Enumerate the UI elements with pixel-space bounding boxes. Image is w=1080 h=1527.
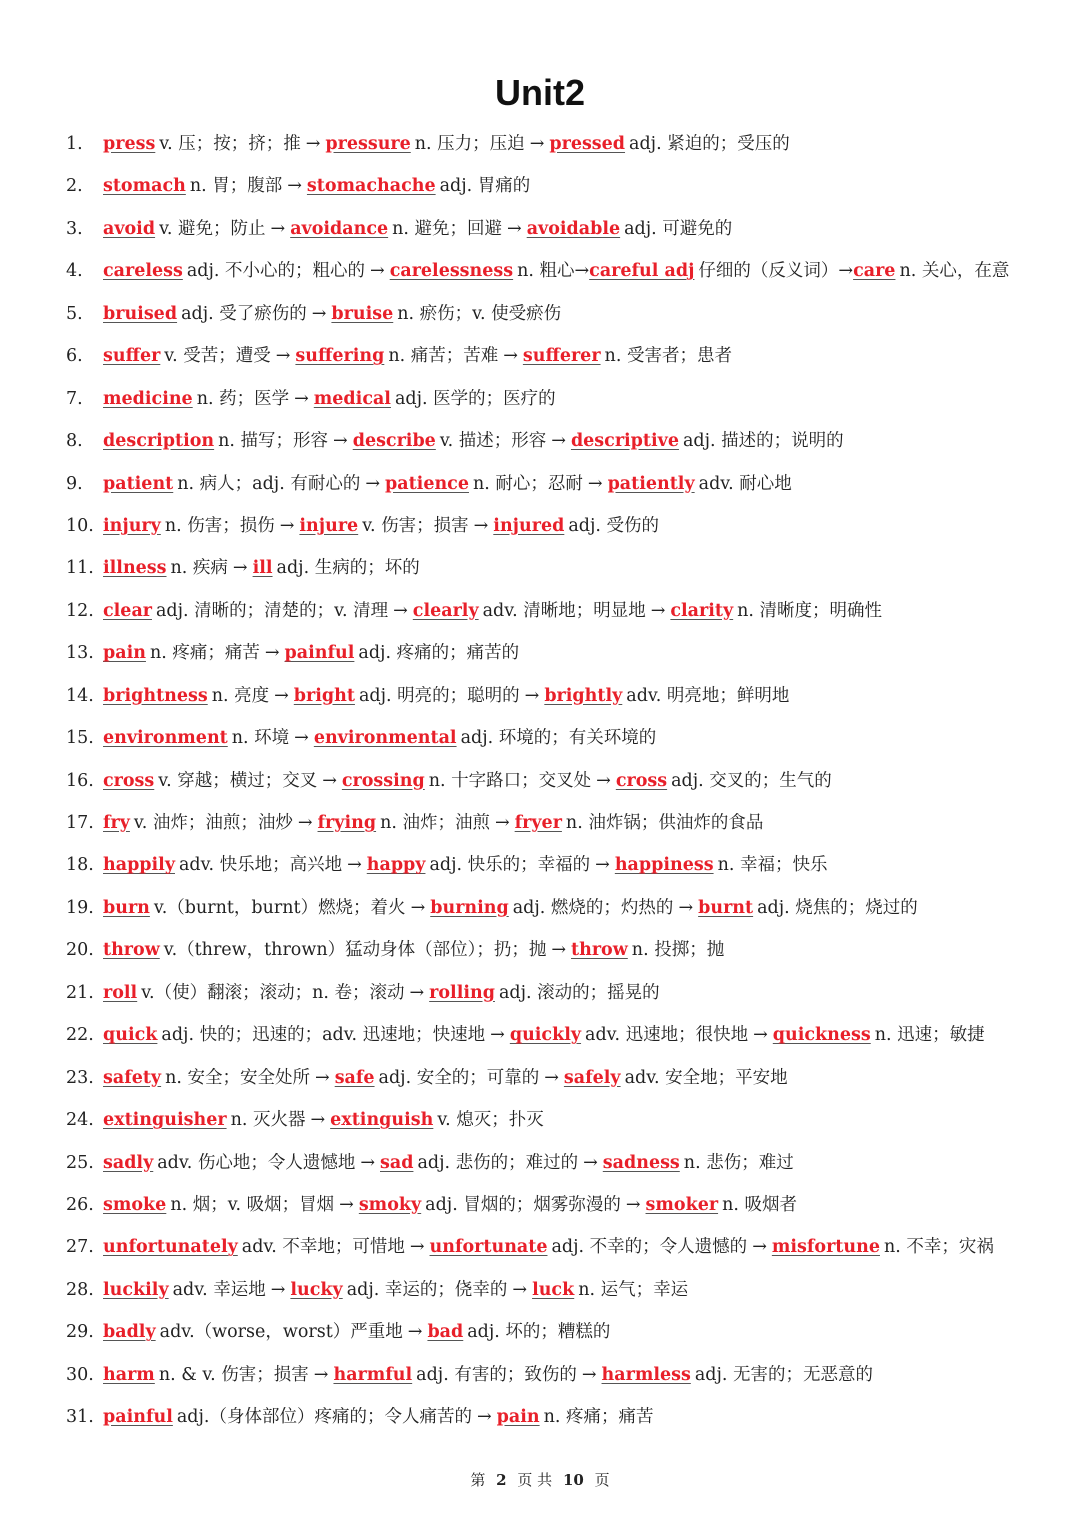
keyword: burnt — [698, 897, 754, 918]
arrow-icon: → — [339, 1194, 354, 1215]
keyword: pain — [103, 643, 146, 664]
definition: n. 投掷；抛 — [631, 940, 725, 961]
vocab-entry — [66, 677, 1056, 719]
definition: v. 熄灭；扑灭 — [437, 1110, 544, 1131]
entry-number: 7. — [66, 388, 83, 409]
keyword: injury — [103, 515, 161, 536]
entry-number: 29. — [66, 1322, 94, 1343]
keyword: luckily — [103, 1279, 169, 1300]
keyword: quickly — [509, 1025, 582, 1046]
definition: v. 伤害；损害 — [362, 515, 469, 536]
arrow-icon: → — [365, 473, 381, 494]
definition: n. 油炸锅；供油炸的食品 — [565, 813, 764, 833]
arrow-icon: → — [274, 685, 289, 706]
keyword: unfortunately — [103, 1237, 238, 1258]
definition: n. & v. 伤害；损害 — [158, 1364, 309, 1385]
keyword: smoker — [645, 1194, 719, 1215]
entry-number: 28. — [66, 1279, 94, 1300]
arrow-icon: → — [503, 346, 518, 367]
vocab-entry — [66, 380, 1056, 422]
keyword: carelessness — [389, 261, 514, 282]
definition: adv. 快乐地；高兴地 — [179, 855, 343, 876]
entry-number: 20. — [66, 940, 94, 961]
keyword: illness — [103, 558, 167, 579]
vocab-entry — [66, 1101, 1056, 1143]
keyword: clearly — [412, 600, 479, 621]
keyword: happy — [366, 855, 426, 876]
keyword: bruise — [331, 303, 394, 324]
definition: n. 伤害；损伤 — [164, 515, 275, 536]
arrow-icon: → — [581, 1364, 597, 1385]
keyword: bad — [427, 1322, 464, 1343]
keyword: injure — [299, 515, 359, 536]
arrow-icon: → — [294, 728, 309, 749]
vocab-entry — [66, 125, 1056, 167]
definition: adj. 医学的；医疗的 — [394, 388, 556, 409]
keyword: roll — [103, 982, 138, 1003]
entry-number: 10. — [66, 515, 94, 536]
definition: adv. 清晰地；明显地 — [482, 600, 646, 621]
definition: adj. 受伤的 — [568, 515, 660, 536]
definition: n. 幸福；快乐 — [717, 855, 828, 876]
arrow-icon: → — [287, 176, 302, 197]
arrow-icon: → — [529, 134, 545, 154]
keyword: injured — [493, 515, 565, 536]
vocabulary-list — [66, 125, 1056, 1441]
definition: n. 避免；回避 — [392, 218, 503, 239]
vocab-entry — [66, 1398, 1056, 1440]
page-footer — [0, 1469, 1080, 1490]
keyword: lucky — [290, 1279, 343, 1300]
definition: n. 疼痛；痛苦 — [543, 1407, 654, 1428]
keyword: avoidable — [526, 218, 621, 239]
vocab-entry — [66, 592, 1056, 634]
footer-mid: 页 共 — [517, 1471, 553, 1489]
vocab-entry — [66, 719, 1056, 761]
keyword: bruised — [103, 303, 178, 324]
arrow-icon: → — [360, 1152, 375, 1173]
definition: n. 亮度 — [211, 685, 270, 706]
vocab-entry — [66, 465, 1056, 507]
arrow-icon: → — [544, 1067, 559, 1088]
keyword: careful adj — [589, 261, 695, 282]
arrow-icon: → — [473, 515, 489, 536]
definition: n. 十字路口；交叉处 — [428, 770, 592, 791]
entry-number: 27. — [66, 1237, 94, 1258]
arrow-icon: → — [678, 897, 694, 918]
definition: n. 油炸；油煎 — [380, 813, 490, 833]
entry-number: 2. — [66, 176, 83, 197]
arrow-icon: → — [409, 1237, 425, 1258]
vocab-entry — [66, 1059, 1056, 1101]
vocab-entry — [66, 931, 1056, 973]
keyword: avoidance — [290, 218, 389, 239]
keyword: burning — [430, 897, 509, 918]
definition: adj. 描述的；说明的 — [682, 431, 844, 452]
definition: n. 描写；形容 — [218, 431, 329, 452]
arrow-icon: → — [583, 1152, 598, 1173]
vocab-entry — [66, 252, 1056, 294]
vocab-entry — [66, 167, 1056, 209]
vocab-entry — [66, 1228, 1056, 1270]
keyword: ill — [252, 558, 273, 579]
arrow-icon: → — [313, 1364, 329, 1385]
keyword: care — [853, 261, 896, 282]
definition: adj. 胃痛的 — [439, 176, 531, 197]
keyword: throw — [571, 940, 628, 961]
arrow-icon: → — [524, 685, 540, 706]
arrow-icon: → — [494, 813, 510, 833]
vocab-entry — [66, 1271, 1056, 1313]
arrow-icon: → — [370, 261, 385, 282]
entry-number: 5. — [66, 303, 83, 324]
keyword: patience — [385, 473, 469, 494]
definition: v. 油炸；油煎；油炒 — [133, 813, 293, 833]
arrow-icon: → — [587, 473, 603, 494]
definition: n. 运气；幸运 — [578, 1279, 689, 1300]
arrow-icon: → — [264, 643, 280, 664]
keyword: badly — [103, 1322, 156, 1343]
definition: v.（使）翻滚；滚动；n. 卷；滚动 — [141, 982, 405, 1003]
keyword: cross — [103, 770, 155, 791]
arrow-icon: → — [507, 218, 522, 239]
vocab-entry — [66, 1144, 1056, 1186]
definition: n. 安全；安全处所 — [165, 1067, 311, 1088]
keyword: luck — [532, 1279, 575, 1300]
arrow-icon: → — [333, 431, 348, 452]
keyword: careless — [103, 261, 183, 282]
keyword: harmful — [333, 1364, 413, 1385]
keyword: pain — [496, 1407, 540, 1428]
definition: adj. 清晰的；清楚的；v. 清理 — [156, 600, 389, 621]
definition: adj. 燃烧的；灼热的 — [512, 897, 674, 918]
definition: adv. 明亮地；鲜明地 — [626, 685, 790, 706]
entry-number: 14. — [66, 685, 94, 706]
keyword: extinguish — [330, 1110, 434, 1131]
keyword: medicine — [103, 388, 193, 409]
keyword: safety — [103, 1067, 162, 1088]
definition: adj. 受了瘀伤的 — [181, 303, 307, 324]
definition: adj. 生病的；坏的 — [276, 558, 420, 579]
keyword: crossing — [341, 770, 425, 791]
arrow-icon: → — [275, 346, 291, 367]
vocab-entry — [66, 1356, 1056, 1398]
arrow-icon: → — [752, 1237, 767, 1258]
definition: n. 药；医学 — [196, 388, 290, 409]
vocab-entry — [66, 422, 1056, 464]
keyword: brightly — [544, 685, 623, 706]
footer-page-number: 2 — [496, 1471, 507, 1489]
keyword: suffer — [103, 346, 161, 367]
keyword: environment — [103, 728, 228, 749]
definition: n. 清晰度；明确性 — [737, 600, 883, 621]
definition: n. 病人；adj. 有耐心的 — [177, 473, 361, 494]
vocab-entry — [66, 337, 1056, 379]
keyword: painful — [284, 643, 355, 664]
keyword: harm — [103, 1364, 155, 1385]
keyword: frying — [317, 813, 377, 833]
vocab-entry — [66, 1186, 1056, 1228]
arrow-icon: → — [407, 1322, 423, 1343]
vocab-entry — [66, 762, 1056, 804]
definition: adv. 幸运地 — [172, 1279, 266, 1300]
definition: adj. 明亮的；聪明的 — [358, 685, 520, 706]
keyword: misfortune — [771, 1237, 880, 1258]
definition: adj. 烧焦的；烧过的 — [757, 897, 918, 918]
keyword: safely — [563, 1067, 621, 1088]
definition: n. 疾病 — [170, 558, 228, 579]
definition: adv. 伤心地；令人遗憾地 — [157, 1152, 356, 1173]
definition: adj. 冒烟的；烟雾弥漫的 — [425, 1194, 621, 1215]
entry-number: 21. — [66, 982, 94, 1003]
vocab-entry — [66, 1016, 1056, 1058]
definition: n. 痛苦；苦难 — [388, 346, 499, 367]
page-title: Unit2 — [495, 72, 585, 113]
keyword: sad — [380, 1152, 414, 1173]
definition: v. 避免；防止 — [159, 218, 266, 239]
arrow-icon: → — [393, 600, 408, 621]
keyword: pressure — [325, 134, 411, 154]
vocab-entry — [66, 549, 1056, 591]
arrow-icon: → — [270, 218, 286, 239]
entry-number: 19. — [66, 897, 94, 918]
keyword: describe — [352, 431, 436, 452]
arrow-icon: → — [305, 134, 321, 154]
keyword: press — [103, 134, 156, 154]
entry-number: 4. — [66, 261, 83, 282]
definition: v. 描述；形容 — [439, 431, 547, 452]
keyword: bright — [293, 685, 355, 706]
arrow-icon: → — [753, 1025, 768, 1046]
definition: adj. 滚动的；摇晃的 — [498, 982, 660, 1003]
definition: adj. 坏的；糟糕的 — [467, 1322, 611, 1343]
definition: adv.（worse，worst）严重地 — [159, 1322, 403, 1343]
keyword: avoid — [103, 218, 156, 239]
definition: adv. 不幸地；可惜地 — [241, 1237, 405, 1258]
vocab-entry — [66, 804, 1056, 846]
arrow-icon: → — [476, 1407, 492, 1428]
entry-number: 31. — [66, 1407, 94, 1428]
arrow-icon: → — [315, 1067, 330, 1088]
keyword: environmental — [313, 728, 457, 749]
keyword: suffering — [295, 346, 385, 367]
definition: adj. 幸运的；侥幸的 — [346, 1279, 508, 1300]
entry-number: 1. — [66, 134, 83, 154]
entry-number: 9. — [66, 473, 83, 494]
entry-number: 22. — [66, 1025, 94, 1046]
keyword: clarity — [670, 600, 734, 621]
definition: adj. 无害的；无恶意的 — [694, 1364, 874, 1385]
keyword: extinguisher — [103, 1110, 227, 1131]
definition: adv. 耐心地 — [698, 473, 792, 494]
definition: adv. 迅速地；很快地 — [585, 1025, 749, 1046]
definition: v.（threw，thrown）猛动身体（部位）；扔；抛 — [163, 940, 547, 961]
keyword: painful — [103, 1407, 173, 1428]
keyword: sadly — [103, 1152, 154, 1173]
keyword: happiness — [614, 855, 714, 876]
arrow-icon: → — [410, 897, 426, 918]
vocab-entry — [66, 1313, 1056, 1355]
footer-total-pages: 10 — [562, 1471, 584, 1489]
arrow-icon: → — [409, 982, 425, 1003]
arrow-icon: → — [270, 1279, 286, 1300]
definition: adj. 快乐的；幸福的 — [429, 855, 591, 876]
entry-number: 23. — [66, 1067, 94, 1088]
definition: adv. 安全地；平安地 — [624, 1067, 788, 1088]
arrow-icon: → — [279, 515, 295, 536]
keyword: happily — [103, 855, 175, 876]
entry-number: 16. — [66, 770, 94, 791]
entry-number: 8. — [66, 431, 83, 452]
keyword: safe — [334, 1067, 375, 1088]
definition: adj. 不幸的；令人遗憾的 — [551, 1237, 748, 1258]
entry-number: 6. — [66, 346, 83, 367]
definition: adj. 安全的；可靠的 — [378, 1067, 540, 1088]
arrow-icon: → — [297, 813, 313, 833]
keyword: descriptive — [570, 431, 679, 452]
definition: n. 受害者；患者 — [604, 346, 732, 367]
keyword: medical — [313, 388, 391, 409]
definition: adj. 交叉的；生气的 — [671, 770, 832, 791]
arrow-icon: → — [551, 431, 566, 452]
definition: n. 迅速；敏捷 — [874, 1025, 985, 1046]
keyword: unfortunate — [429, 1237, 548, 1258]
definition: adj. 可避免的 — [624, 218, 733, 239]
keyword: smoky — [358, 1194, 422, 1215]
entry-number: 12. — [66, 600, 94, 621]
keyword: stomachache — [306, 176, 436, 197]
definition: adj.（身体部位）疼痛的；令人痛苦的 — [176, 1407, 472, 1428]
definition: n. 吸烟者 — [722, 1194, 797, 1215]
definition: adj. 环境的；有关环境的 — [460, 728, 657, 749]
keyword: harmless — [601, 1364, 691, 1385]
arrow-icon: → — [595, 855, 610, 876]
keyword: brightness — [103, 685, 208, 706]
entry-number: 3. — [66, 218, 83, 239]
entry-number: 15. — [66, 728, 94, 749]
arrow-icon: → — [625, 1194, 641, 1215]
keyword: quick — [103, 1025, 158, 1046]
arrow-icon: → — [294, 388, 309, 409]
definition: n. 不幸；灾祸 — [883, 1237, 994, 1258]
arrow-icon: → — [311, 303, 327, 324]
keyword: burn — [103, 897, 150, 918]
keyword: pressed — [549, 134, 626, 154]
entry-number: 26. — [66, 1194, 94, 1215]
definition: adj. 悲伤的；难过的 — [417, 1152, 579, 1173]
arrow-icon: → — [310, 1110, 326, 1131]
entry-number: 13. — [66, 643, 94, 664]
vocab-entry — [66, 295, 1056, 337]
definition: adj. 有害的；致伤的 — [416, 1364, 577, 1385]
entry-number: 30. — [66, 1364, 94, 1385]
keyword: smoke — [103, 1194, 167, 1215]
footer-suffix: 页 — [594, 1471, 610, 1489]
keyword: description — [103, 431, 215, 452]
definition: n. 悲伤；难过 — [683, 1152, 794, 1173]
arrow-icon: → — [551, 940, 567, 961]
definition: adj. 疼痛的；痛苦的 — [358, 643, 520, 664]
keyword: sadness — [602, 1152, 680, 1173]
keyword: throw — [103, 940, 160, 961]
definition: adj. 快的；迅速的；adv. 迅速地；快速地 — [161, 1025, 486, 1046]
arrow-icon: → — [347, 855, 362, 876]
definition: 仔细的（反义词）→ — [698, 261, 854, 282]
definition: n. 灭火器 — [230, 1110, 306, 1131]
arrow-icon: → — [512, 1279, 528, 1300]
definition: adj. 不小心的；粗心的 — [186, 261, 366, 282]
definition: n. 粗心→ — [517, 261, 590, 282]
entry-number: 25. — [66, 1152, 94, 1173]
definition: v. 压；按；挤；推 — [159, 134, 301, 154]
entry-number: 11. — [66, 558, 94, 579]
arrow-icon: → — [490, 1025, 505, 1046]
keyword: quickness — [772, 1025, 871, 1046]
definition: adj. 紧迫的；受压的 — [629, 134, 790, 154]
vocab-entry — [66, 889, 1056, 931]
definition: n. 环境 — [231, 728, 290, 749]
vocab-entry — [66, 846, 1056, 888]
arrow-icon: → — [650, 600, 666, 621]
entry-number: 18. — [66, 855, 94, 876]
keyword: clear — [103, 600, 152, 621]
definition: n. 压力；压迫 — [414, 134, 525, 154]
definition: n. 疼痛；痛苦 — [149, 643, 260, 664]
keyword: sufferer — [522, 346, 601, 367]
keyword: rolling — [429, 982, 495, 1003]
definition: n. 烟；v. 吸烟；冒烟 — [170, 1194, 335, 1215]
definition: n. 胃；腹部 — [189, 176, 283, 197]
definition: v.（burnt，burnt）燃烧；着火 — [153, 897, 406, 918]
arrow-icon: → — [322, 770, 337, 791]
vocab-entry — [66, 634, 1056, 676]
keyword: fryer — [514, 813, 562, 833]
arrow-icon: → — [232, 558, 248, 579]
definition: n. 关心，在意 — [899, 261, 1010, 282]
entry-number: 17. — [66, 813, 94, 833]
keyword: patiently — [607, 473, 695, 494]
definition: v. 受苦；遭受 — [164, 346, 271, 367]
entry-number: 24. — [66, 1110, 94, 1131]
definition: n. 耐心；忍耐 — [472, 473, 583, 494]
arrow-icon: → — [596, 770, 611, 791]
keyword: stomach — [103, 176, 186, 197]
footer-prefix: 第 — [470, 1471, 486, 1489]
vocab-entry — [66, 507, 1056, 549]
keyword: fry — [103, 813, 130, 833]
keyword: patient — [103, 473, 174, 494]
vocab-entry — [66, 974, 1056, 1016]
definition: v. 穿越；横过；交叉 — [158, 770, 318, 791]
vocab-entry — [66, 210, 1056, 252]
keyword: cross — [615, 770, 668, 791]
definition: n. 瘀伤；v. 使受瘀伤 — [397, 303, 562, 324]
